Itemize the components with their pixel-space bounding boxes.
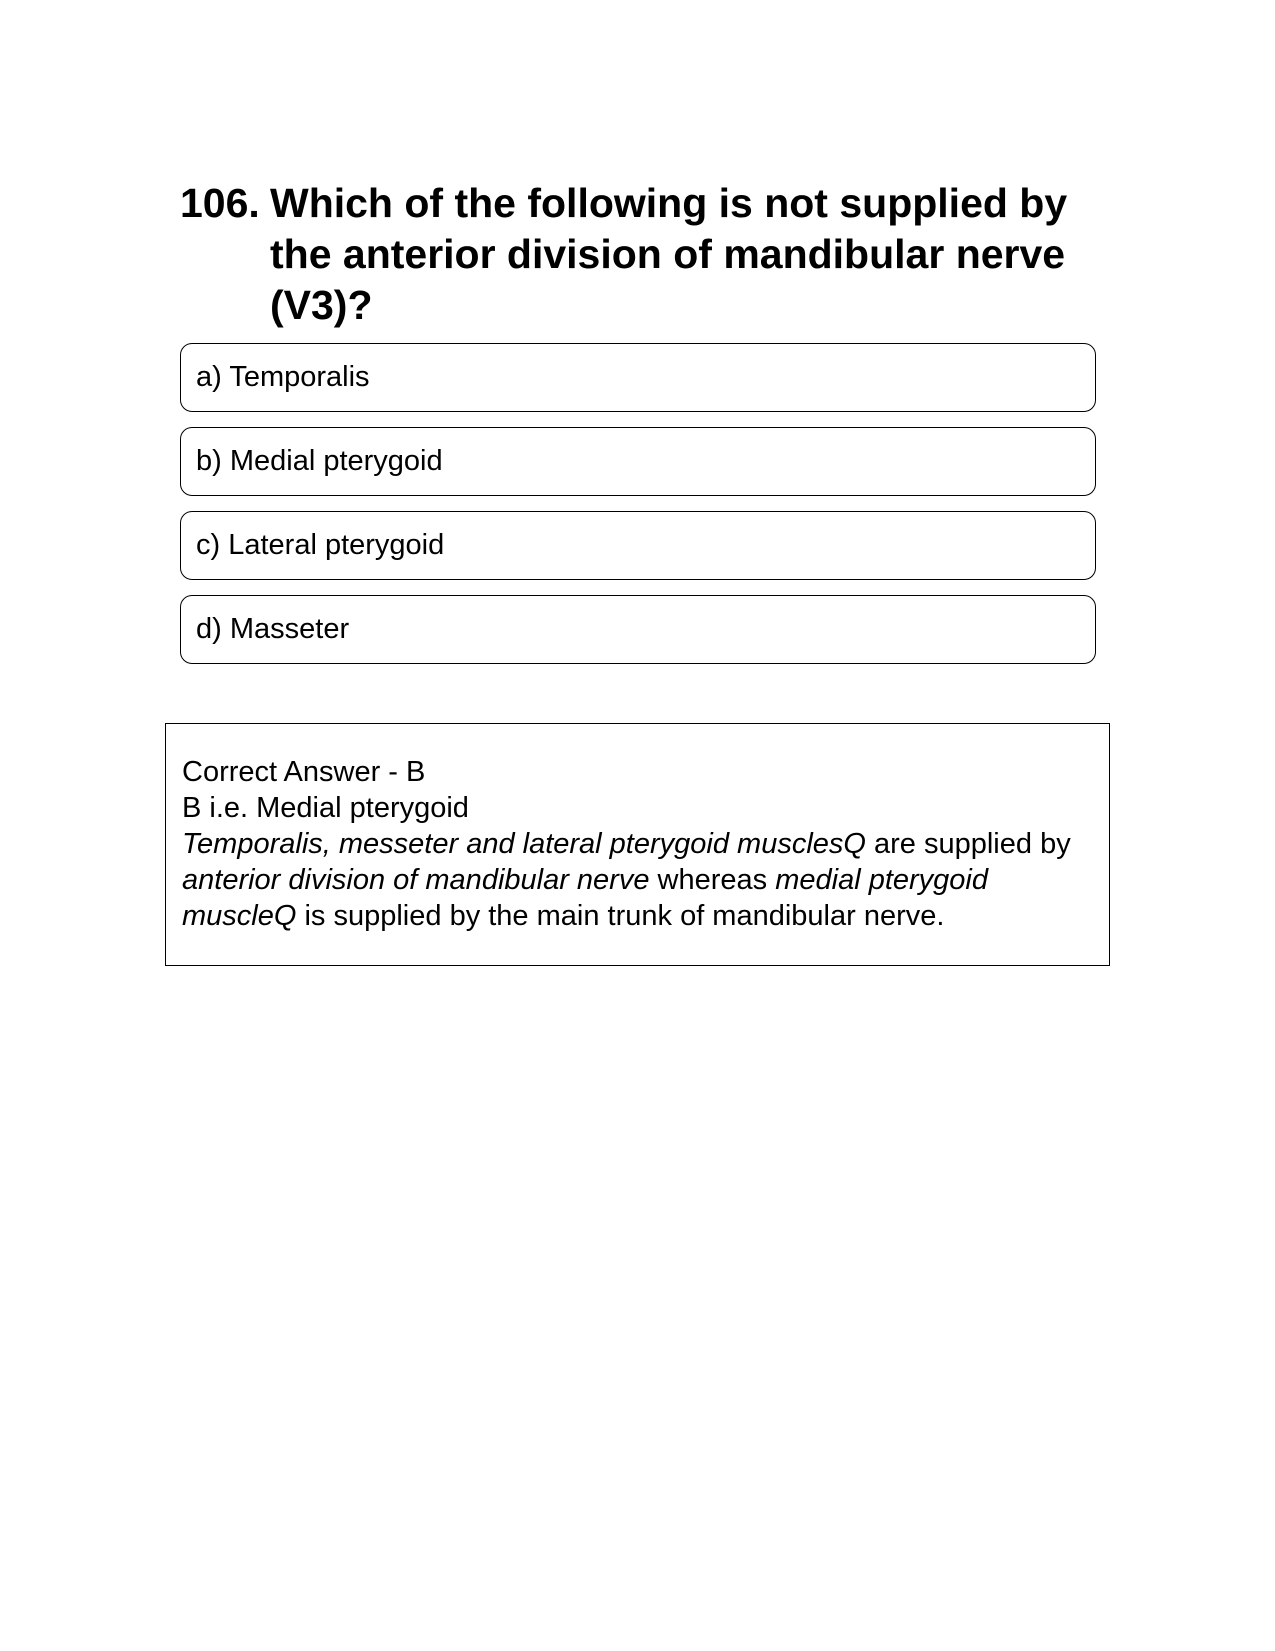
explanation-text-6: is supplied by the main trunk of mandibular nerve. bbox=[296, 900, 945, 932]
option-b-label: b) Medial pterygoid bbox=[196, 445, 443, 477]
answer-ie: B i.e. Medial pterygoid bbox=[182, 792, 469, 824]
option-a[interactable] bbox=[180, 343, 1096, 412]
option-d-label: d) Masseter bbox=[196, 613, 350, 645]
explanation-italic-5: medial pterygoid muscleQ bbox=[182, 864, 989, 932]
correct-answer: Correct Answer - B bbox=[182, 756, 426, 788]
explanation-text-2: are supplied by bbox=[865, 828, 1071, 860]
question-text: Which of the following is not supplied by the anterior division of mandibular nerve (V3)? bbox=[270, 180, 1068, 328]
answer-explanation bbox=[182, 826, 1093, 934]
option-b[interactable] bbox=[180, 427, 1096, 496]
option-c[interactable] bbox=[180, 511, 1096, 580]
question-number: 106. bbox=[180, 180, 260, 226]
option-c-label: c) Lateral pterygoid bbox=[196, 529, 445, 561]
explanation-italic-3: anterior division of mandibular nerve bbox=[182, 864, 650, 896]
answer-box bbox=[165, 723, 1110, 966]
explanation-text-4: whereas bbox=[649, 864, 776, 896]
options-list bbox=[180, 343, 1096, 679]
explanation-italic-1: Temporalis, messeter and lateral pterygoid musclesQ bbox=[182, 828, 866, 860]
option-a-label: a) Temporalis bbox=[196, 361, 370, 393]
option-d[interactable] bbox=[180, 595, 1096, 664]
question bbox=[180, 178, 1100, 331]
